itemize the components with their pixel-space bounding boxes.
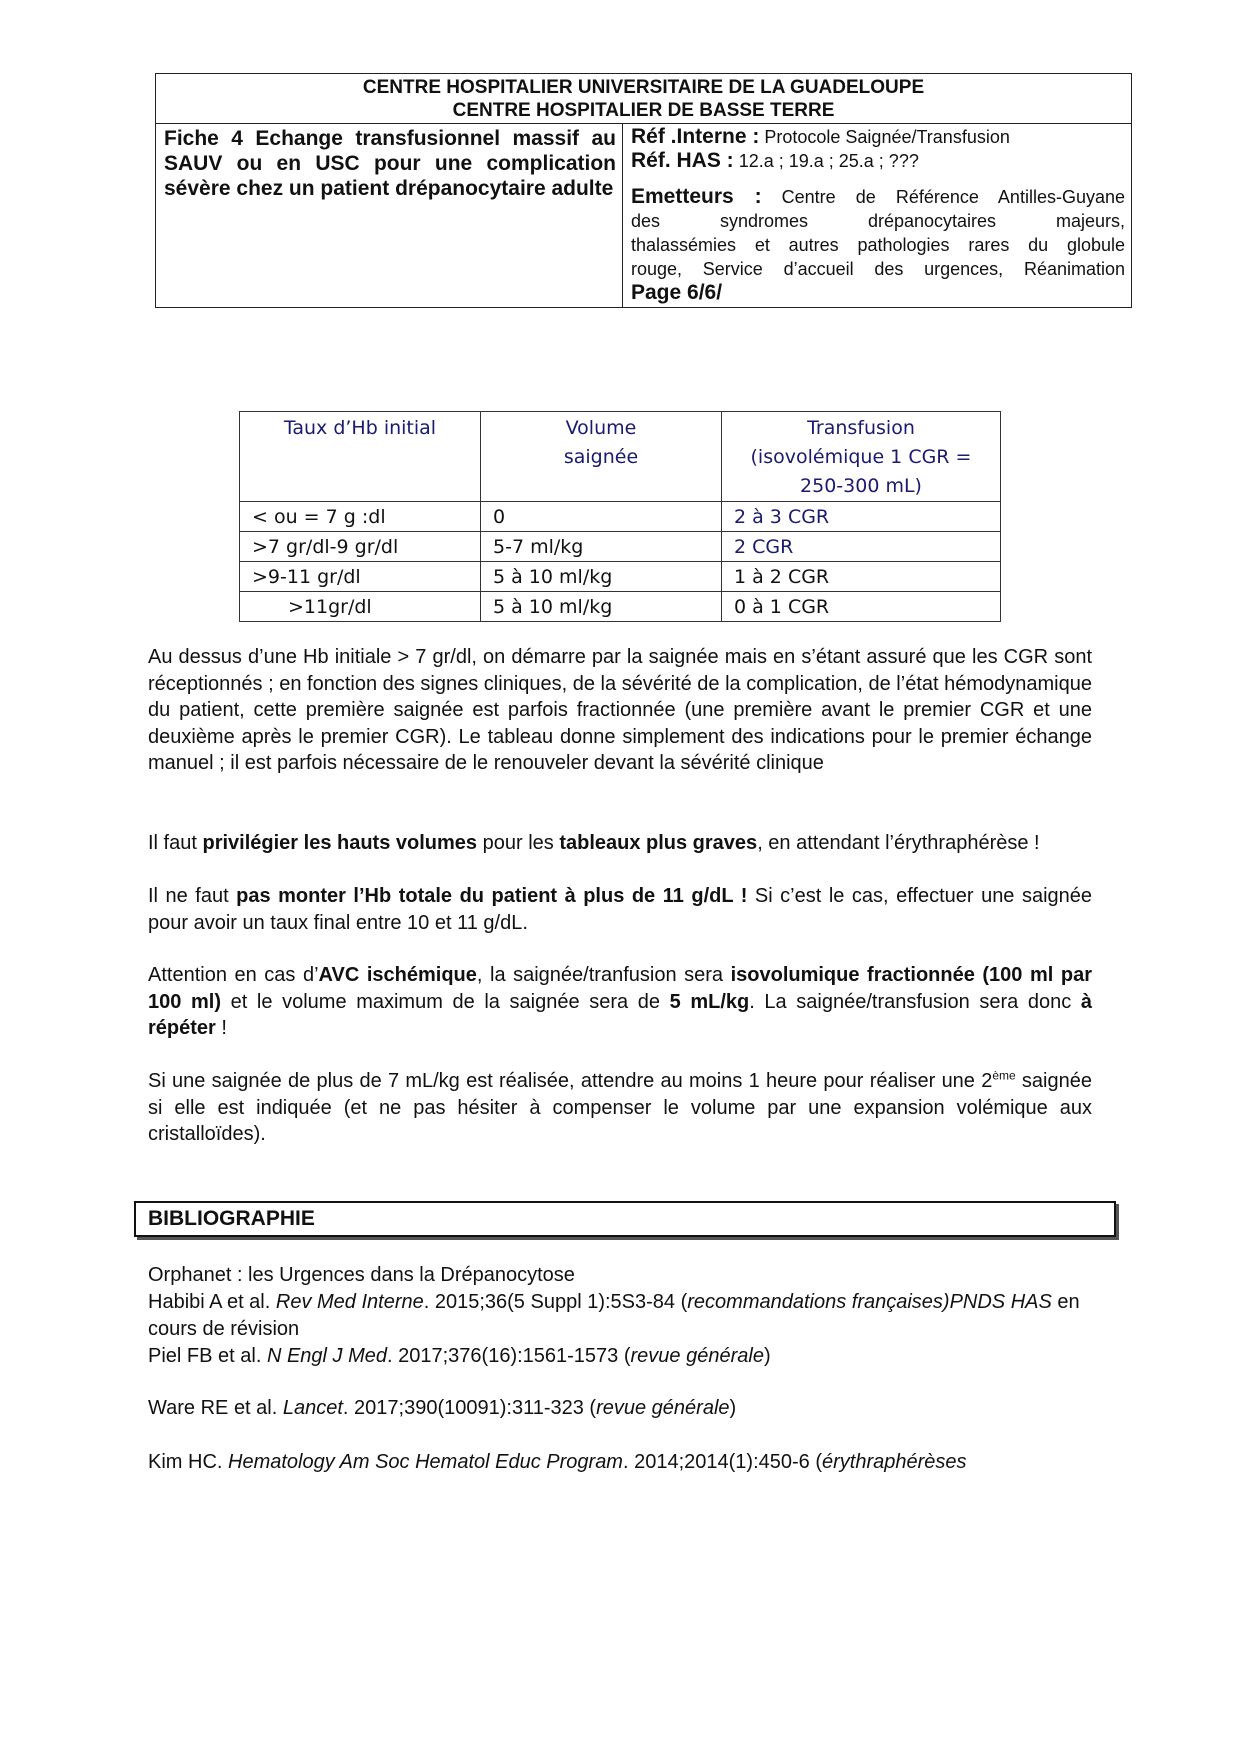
header-volume-saignee: Volume saignée <box>481 412 722 502</box>
table-cell: 0 <box>481 502 722 532</box>
paragraph-hb-limit: Il ne faut pas monter l’Hb totale du patient à plus de 11 g/dL ! Si c’est le cas, effectuer une saignée pour avoir un taux final entre 10 et 11 g/dL. <box>148 885 1093 934</box>
emetteurs: Emetteurs : Centre de Référence Antilles-Guyane <box>631 185 1125 208</box>
table-cell: 0 à 1 CGR <box>722 592 1001 622</box>
bibliography-block-1 <box>148 1262 1098 1370</box>
institution-line-1: CENTRE HOSPITALIER UNIVERSITAIRE DE LA GUADELOUPE <box>362 77 925 98</box>
table-cell: < ou = 7 g :dl <box>240 502 481 532</box>
table-row <box>240 592 1001 622</box>
table-cell: >7 gr/dl-9 gr/dl <box>240 532 481 562</box>
emetteurs-line-4: rouge, Service d’accueil des urgences, Réanimation <box>631 259 1125 279</box>
table-cell: 5-7 ml/kg <box>481 532 722 562</box>
reference-piel: Piel FB et al. N Engl J Med. 2017;376(16):1561-1573 (revue générale) <box>148 1345 771 1367</box>
page-number: Page 6/6/ <box>631 281 723 304</box>
table-cell: >11gr/dl <box>240 592 481 622</box>
emetteurs-line-3: thalassémies et autres pathologies rares du globule <box>631 235 1125 255</box>
institution-cell <box>156 74 1132 124</box>
table-row <box>240 532 1001 562</box>
paragraph-saignee-intro: Au dessus d’une Hb initiale > 7 gr/dl, on démarre par la saignée mais en s’étant assuré que les CGR sont réceptionnés ; en fonction des signes cliniques, de la sévérité de la complication, de l’état hémodynamique du patient, cette première saignée est parfois fractionnée (une première avant le premier CGR et une deuxième après le premier CGR). Le tableau donne simplement des indications pour le premier échange manuel ; il est parfois nécessaire de le renouveler devant la sévérité clinique <box>148 646 1092 774</box>
ref-has: Réf. HAS : 12.a ; 19.a ; 25.a ; ??? <box>631 149 919 172</box>
reference-kim: Kim HC. Hematology Am Soc Hematol Educ Program. 2014;2014(1):450-6 (érythraphérèses <box>148 1451 967 1473</box>
header-taux-hb: Taux d’Hb initial <box>240 412 481 502</box>
table-cell: 2 CGR <box>722 532 1001 562</box>
table-row <box>240 562 1001 592</box>
table-header-row <box>240 412 1001 502</box>
protocol-title: Fiche 4 Echange transfusionnel massif au SAUV ou en USC pour une complication sévère chez un patient drépanocytaire adulte <box>156 124 623 308</box>
header-transfusion: Transfusion (isovolémique 1 CGR = 250-300 mL) <box>722 412 1001 502</box>
ref-interne: Réf .Interne : Protocole Saignée/Transfusion <box>631 125 1010 148</box>
institution-line-2: CENTRE HOSPITALIER DE BASSE TERRE <box>452 100 835 121</box>
table-cell: 1 à 2 CGR <box>722 562 1001 592</box>
reference-habibi: Habibi A et al. Rev Med Interne. 2015;36(5 Suppl 1):5S3-84 (recommandations françaises)PNDS HAS en cours de révision <box>148 1291 1080 1340</box>
paragraph-avc: Attention en cas d’AVC ischémique, la saignée/tranfusion sera isovolumique fractionnée (100 ml par 100 ml) et le volume maximum de la saignée sera de 5 mL/kg. La saignée/transfusion sera donc à répéter ! <box>148 964 1092 1039</box>
reference-orphanet: Orphanet : les Urgences dans la Drépanocytose <box>148 1264 575 1286</box>
table-cell: 2 à 3 CGR <box>722 502 1001 532</box>
table-row <box>240 502 1001 532</box>
paragraph-hauts-volumes: Il faut privilégier les hauts volumes pour les tableaux plus graves, en attendant l’érythraphérèse ! <box>148 832 1040 854</box>
table-cell: 5 à 10 ml/kg <box>481 562 722 592</box>
hb-transfusion-table <box>239 411 1001 622</box>
reference-cell <box>623 124 1132 308</box>
table-cell: >9-11 gr/dl <box>240 562 481 592</box>
document-header-table <box>155 73 1132 308</box>
emetteurs-line-2: des syndromes drépanocytaires majeurs, <box>631 211 1125 231</box>
bibliography-heading: BIBLIOGRAPHIE <box>134 1201 1116 1237</box>
table-cell: 5 à 10 ml/kg <box>481 592 722 622</box>
reference-ware: Ware RE et al. Lancet. 2017;390(10091):311-323 (revue générale) <box>148 1397 737 1419</box>
paragraph-second-saignee: Si une saignée de plus de 7 mL/kg est réalisée, attendre au moins 1 heure pour réaliser une 2ème saignée si elle est indiquée (et ne pas hésiter à compenser le volume par une expansion volémique aux cristalloïdes). <box>148 1068 1092 1145</box>
